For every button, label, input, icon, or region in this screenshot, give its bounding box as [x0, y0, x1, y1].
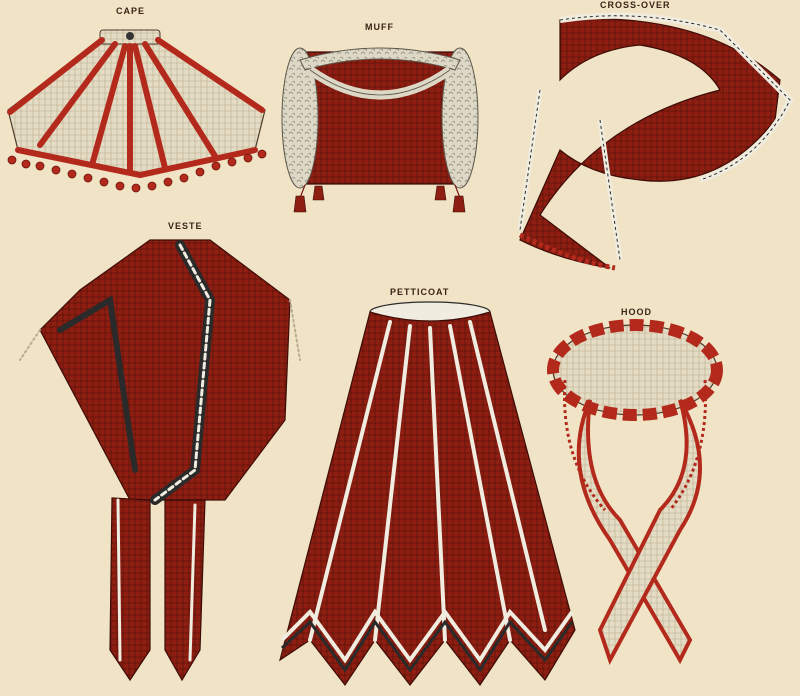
- veste-label: VESTE: [168, 221, 203, 231]
- muff-label: MUFF: [365, 22, 394, 32]
- veste-illustration: [20, 240, 300, 680]
- petticoat-illustration: [280, 302, 575, 685]
- muff-illustration: [282, 48, 478, 212]
- cross-over-label: CROSS-OVER: [600, 0, 671, 10]
- cross-over-illustration: [520, 16, 790, 268]
- cape-label: CAPE: [116, 6, 146, 16]
- petticoat-label: PETTICOAT: [390, 287, 450, 297]
- hood-label: HOOD: [621, 307, 652, 317]
- cape-illustration: [8, 30, 266, 192]
- hood-illustration: [553, 325, 717, 660]
